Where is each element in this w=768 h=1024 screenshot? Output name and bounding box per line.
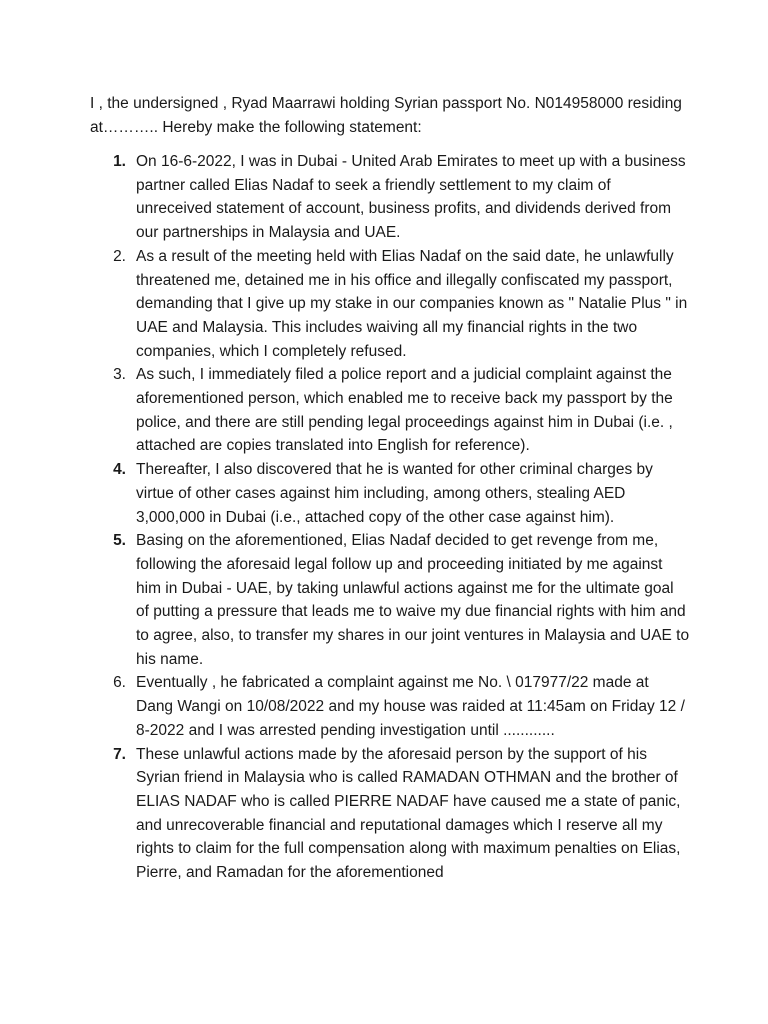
item-number: 5. (113, 532, 126, 550)
item-text: Eventually , he fabricated a complaint against me No. \ 017977/22 made at Dang Wangi on 10/08/2022 and my house was raided at 11:45am on Friday 12 / 8-2022 and I was arrested pending investigation until ............ (136, 674, 685, 739)
intro-paragraph: I , the undersigned , Ryad Maarrawi holding Syrian passport No. N014958000 residing at……….. Hereby make the following statement: (90, 95, 682, 136)
item-number: 3. (113, 366, 126, 384)
list-item (90, 743, 690, 885)
item-text: On 16-6-2022, I was in Dubai - United Arab Emirates to meet up with a business partner called Elias Nadaf to seek a friendly settlement to my claim of unreceived statement of account, business profits, and dividends derived from our partnerships in Malaysia and UAE. (136, 153, 686, 242)
item-number: 7. (113, 745, 126, 763)
item-text: These unlawful actions made by the aforesaid person by the support of his Syrian friend in Malaysia who is called RAMADAN OTHMAN and the brother of ELIAS NADAF who is called PIERRE NADAF have caused me a state of panic, and unrecoverable financial and reputational damages which I reserve all my rights to claim for the full compensation along with maximum penalties on Elias, Pierre, and Ramadan for the aforementioned (136, 745, 681, 882)
list-item (90, 363, 690, 458)
list-item (90, 671, 690, 742)
item-number: 6. (113, 674, 126, 692)
item-number: 2. (113, 247, 126, 265)
list-item (90, 150, 690, 245)
item-number: 1. (113, 153, 126, 170)
item-text: Basing on the aforementioned, Elias Nadaf decided to get revenge from me, following the aforesaid legal follow up and proceeding initiated by me against him in Dubai - UAE, by taking unlawful actions against me for the ultimate goal of putting a pressure that leads me to waive my due financial rights with him and to agree, also, to transfer my shares in our joint ventures in Malaysia and UAE to his name. (136, 532, 690, 668)
item-text: As such, I immediately filed a police report and a judicial complaint against the aforementioned person, which enabled me to receive back my passport by the police, and there are still pending legal proceedings against him in Dubai (i.e. , attached are copies translated into English for reference). (136, 366, 673, 455)
list-item (90, 245, 690, 364)
item-text: Thereafter, I also discovered that he is wanted for other criminal charges by virtue of other cases against him including, among others, stealing AED 3,000,000 in Dubai (i.e., attached copy of the other case against him). (136, 461, 653, 526)
item-number: 4. (113, 461, 126, 479)
statement-list (90, 150, 690, 885)
item-text: As a result of the meeting held with Elias Nadaf on the said date, he unlawfully threatened me, detained me in his office and illegally confiscated my passport, demanding that I give up my stake in our companies known as " Natalie Plus " in UAE and Malaysia. This includes waiving all my financial rights in the two companies, which I completely refused. (136, 247, 688, 360)
list-item (90, 458, 690, 529)
list-item (90, 529, 690, 671)
